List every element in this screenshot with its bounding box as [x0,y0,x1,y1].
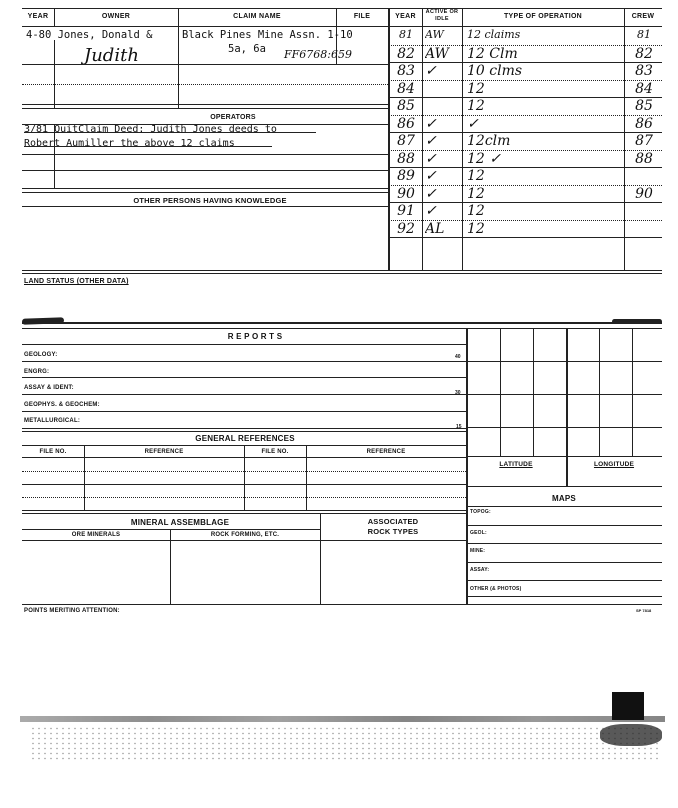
ref-header-file-no-2: FILE NO. [261,449,289,455]
log-operation: 12 [467,168,485,184]
land-status-label: LAND STATUS (OTHER DATA) [24,278,129,285]
log-year: 92 [397,220,415,237]
owner-handwritten: Judith [84,45,139,66]
scan-black-marker [612,692,644,720]
ref-header-reference-1: REFERENCE [144,449,184,455]
log-crew: 87 [635,133,653,149]
log-status: ✓ [425,133,437,149]
log-status: AW [425,45,449,62]
log-row [389,63,662,81]
rock-forming-header: ROCK FORMING, ETC. [210,532,280,538]
file-reference: FF6768:659 [284,48,352,61]
log-year: 82 [397,45,415,62]
log-status: ✓ [425,115,437,132]
ref-header-reference-2: REFERENCE [366,449,406,455]
log-row [389,221,662,239]
log-row [389,151,662,169]
geology-number: 40 [455,354,461,360]
log-status: AL [425,220,445,237]
longitude-label: LONGITUDE [593,461,635,468]
log-operation: 12 claims [467,28,521,41]
operators-label: OPERATORS [210,114,256,121]
log-year: 84 [397,80,415,97]
log-year: 91 [397,203,415,219]
log-year: 85 [397,98,415,114]
mineral-assemblage-title: MINERAL ASSEMBLAGE [130,518,230,527]
form-number: SP 7818 [636,608,652,613]
log-status: ✓ [425,150,437,167]
header-file: FILE [353,13,371,20]
log-status: ✓ [425,168,437,184]
log-operation: 12 [467,80,485,97]
maps-assay-label: ASSAY: [470,567,490,573]
log-crew: 81 [637,28,651,41]
log-crew: 83 [635,63,653,79]
maps-mine-label: MINE: [470,548,486,554]
owner-entry: 4-80 Jones, Donald & [26,29,153,41]
quitclaim-line1: 3/81 QuitClaim Deed: Judith Jones deeds to [24,124,277,135]
associated-rock-types-line1: ASSOCIATED [367,517,419,526]
maps-other-photos-label: OTHER (& PHOTOS) [470,586,522,592]
assay-ident-label: ASSAY & IDENT: [24,385,74,391]
log-operation: 12 [467,98,485,114]
maps-title: MAPS [552,494,576,503]
log-year: 90 [397,185,415,202]
log-crew: 88 [635,150,653,167]
log-year: 88 [397,150,415,167]
log-crew: 84 [635,80,653,97]
scan-noise-band [20,716,665,722]
header-owner: OWNER [101,13,131,20]
associated-rock-types-line2: ROCK TYPES [367,527,419,536]
header-year: YEAR [27,13,49,20]
metallurgical-number: 15 [456,424,462,430]
header-claim-name: CLAIM NAME [233,13,281,20]
log-status: ✓ [425,185,437,202]
log-crew: 82 [635,45,653,62]
log-operation: 10 clms [467,63,523,79]
scan-noise-dots [30,726,662,762]
log-crew: 86 [635,115,653,132]
reports-title: R E P O R T S [227,332,283,341]
log-row [389,81,662,99]
log-year: 89 [397,168,415,184]
log-row [389,203,662,221]
log-row [389,28,662,46]
quitclaim-line2: Robert Aumiller the above 12 claims [24,138,235,149]
claim-name-entry: Black Pines Mine Assn. 1-10 [182,29,353,41]
log-year: 81 [399,28,413,41]
points-meriting-attention-label: POINTS MERITING ATTENTION: [24,608,120,614]
metallurgical-label: METALLURGICAL: [24,418,81,424]
log-status: ✓ [425,63,437,79]
log-status: ✓ [425,203,437,219]
log-operation: 12clm [467,133,511,149]
log-year: 86 [397,115,415,132]
log-row [389,46,662,64]
header-crew: CREW [631,13,655,20]
log-operation: ✓ [467,115,479,132]
log-row [389,116,662,134]
claim-name-entry-line2: 5a, 6a [228,43,266,55]
log-year: 83 [397,63,415,79]
header-log-year: YEAR [395,13,416,20]
latitude-label: LATITUDE [499,461,533,468]
log-operation: 12 [467,185,485,202]
log-operation: 12 [467,203,485,219]
log-operation: 12 Clm [467,45,518,62]
other-persons-label: OTHER PERSONS HAVING KNOWLEDGE [133,196,287,205]
maps-geol-label: GEOL: [470,530,487,536]
log-row [389,186,662,204]
log-row [389,168,662,186]
log-operation: 12 [467,220,485,237]
header-active-idle: ACTIVE OR IDLE [425,9,459,22]
log-status: AW [425,28,444,41]
assay-number: 30 [455,390,461,396]
header-type-of-operation: TYPE OF OPERATION [503,13,583,20]
maps-topog-label: TOPOG: [470,509,491,515]
scan-smudge [600,724,662,746]
ref-header-file-no-1: FILE NO. [39,449,67,455]
log-row [389,98,662,116]
log-row [389,133,662,151]
log-operation: 12 ✓ [467,150,501,167]
general-references-title: GENERAL REFERENCES [195,434,295,443]
log-year: 87 [397,133,415,149]
geophys-geochem-label: GEOPHYS. & GEOCHEM: [24,402,100,408]
log-crew: 85 [635,98,653,114]
log-crew: 90 [635,185,653,202]
engrg-label: ENGRG: [24,369,50,375]
ore-minerals-header: ORE MINERALS [71,532,121,538]
geology-label: GEOLOGY: [24,352,58,358]
